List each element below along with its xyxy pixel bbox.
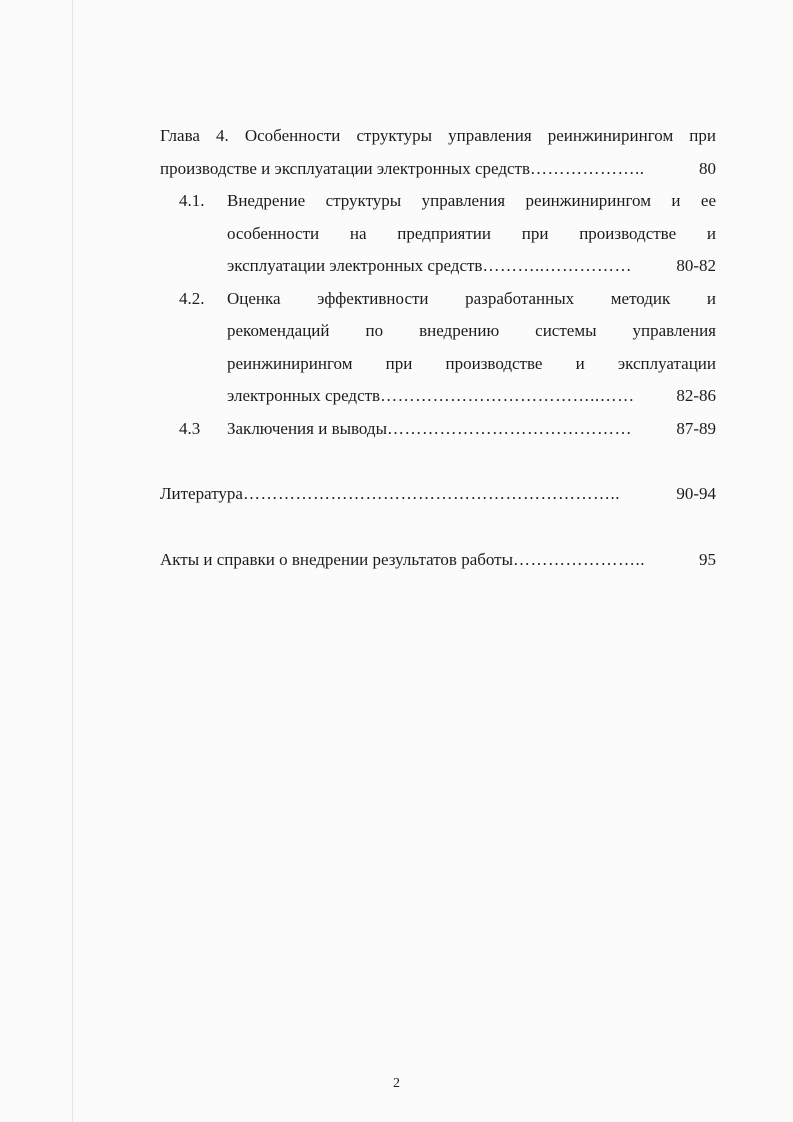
literature-entry: [160, 478, 716, 511]
acts-entry: [160, 544, 716, 577]
acts-leader: …………………..: [513, 549, 646, 569]
acts-title: Акты и справки о внедрении результатов работы: [160, 549, 514, 569]
section-4-2: [160, 283, 716, 413]
spacer: [160, 511, 716, 544]
section-4-3-pages: 87-89: [676, 418, 716, 438]
section-4-3-number: 4.3: [179, 418, 201, 438]
chapter-4-title-line-2: [160, 153, 716, 186]
section-4-1: [160, 185, 716, 283]
section-4-2-leader: ………………………………..……: [380, 386, 635, 405]
section-4-1-pages: 80-82: [676, 256, 716, 275]
chapter-4-page: 80: [699, 158, 716, 178]
section-4-1-leader: ………..……………: [482, 256, 632, 275]
table-of-contents: [160, 120, 716, 576]
section-4-1-line-2: особенности на предприятии при производстве и: [227, 223, 716, 243]
section-4-2-pages: 82-86: [676, 386, 716, 405]
chapter-4-title-text: производстве и эксплуатации электронных средств: [160, 158, 530, 178]
chapter-4-leader: ………………..: [529, 158, 645, 178]
literature-title: Литература: [160, 484, 243, 503]
section-4-2-number: 4.2.: [179, 288, 205, 308]
section-4-3-line: [227, 413, 716, 446]
acts-page: 95: [699, 549, 716, 569]
page-edge: [72, 0, 73, 1122]
literature-leader: ………………………………………………………..: [242, 484, 620, 503]
section-4-2-line-1: Оценка эффективности разработанных методик и: [227, 288, 716, 308]
spacer: [160, 445, 716, 478]
section-4-2-line-2: рекомендаций по внедрению системы управления: [227, 321, 716, 340]
section-4-3: [160, 413, 716, 446]
section-4-2-line-4: [227, 380, 716, 413]
section-4-1-line-3: [227, 250, 716, 283]
section-4-1-number: 4.1.: [179, 191, 205, 210]
chapter-4-title-line-1: Глава 4. Особенности структуры управления реинжинирингом при: [160, 126, 716, 145]
section-4-3-leader: ……………………………………: [387, 418, 633, 438]
section-4-2-line-3: реинжинирингом при производстве и эксплуатации: [227, 353, 716, 373]
section-4-1-line-3-text: эксплуатации электронных средств: [227, 256, 483, 275]
section-4-3-title: Заключения и выводы: [227, 418, 388, 438]
section-4-1-line-1: Внедрение структуры управления реинжинирингом и ее: [227, 191, 716, 210]
literature-pages: 90-94: [676, 484, 716, 503]
section-4-2-line-4-text: электронных средств: [227, 386, 381, 405]
page-number: 2: [393, 1076, 400, 1091]
